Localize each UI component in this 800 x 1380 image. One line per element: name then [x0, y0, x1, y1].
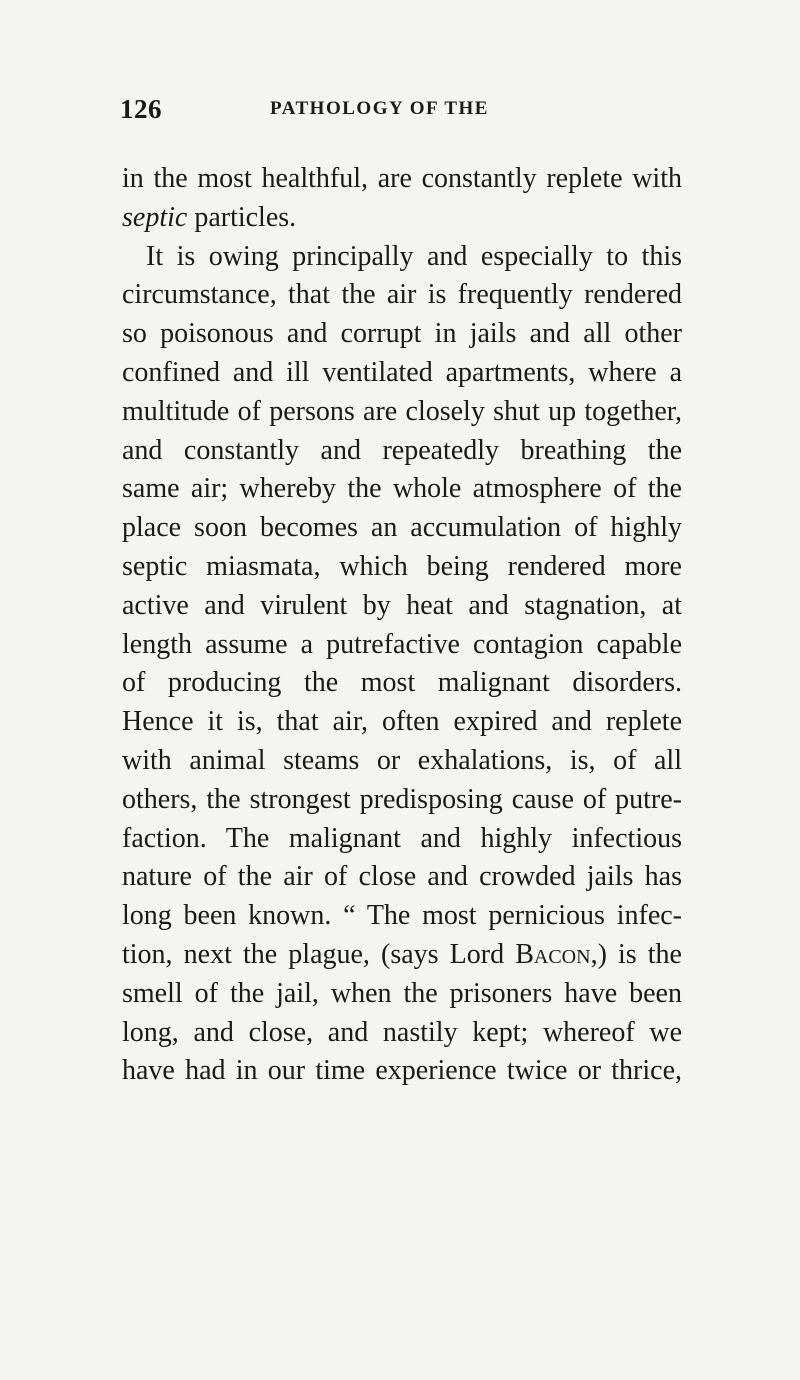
- text-line: faction. The malignant and highly infectious: [122, 822, 682, 854]
- text-fragment: ,) is the: [590, 938, 682, 970]
- text-line: same air; whereby the whole atmosphere of the: [122, 473, 682, 505]
- text-line: length assume a putrefactive contagion capable: [122, 628, 682, 660]
- text-line: with animal steams or exhalations, is, of all: [122, 744, 682, 776]
- text-fragment: tion, next the plague, (says Lord: [122, 938, 516, 970]
- body-text: [122, 160, 682, 1091]
- text-line: septic miasmata, which being rendered more: [122, 550, 682, 582]
- text-line: place soon becomes an accumulation of highly: [122, 512, 682, 544]
- text-line: so poisonous and corrupt in jails and all other: [122, 318, 682, 350]
- text-line: others, the strongest predisposing cause of putre-: [122, 783, 682, 815]
- author-name: Bacon: [515, 938, 591, 970]
- text-line: have had in our time experience twice or thrice,: [122, 1055, 682, 1087]
- text-line: and constantly and repeatedly breathing the: [122, 434, 682, 466]
- text-line: [122, 936, 682, 975]
- page-header: [120, 94, 680, 134]
- text-fragment: particles.: [187, 201, 297, 233]
- text-line: Hence it is, that air, often expired and replete: [122, 706, 682, 738]
- text-line: of producing the most malignant disorders.: [122, 667, 682, 699]
- text-line: circumstance, that the air is frequently rendered: [122, 279, 682, 311]
- text-line: multitude of persons are closely shut up together,: [122, 395, 682, 427]
- text-line: long, and close, and nastily kept; whereof we: [122, 1016, 682, 1048]
- text-line: confined and ill ventilated apartments, where a: [122, 356, 682, 388]
- text-line: in the most healthful, are constantly replete with: [122, 163, 682, 194]
- page-number: 126: [120, 94, 162, 124]
- running-head: PATHOLOGY OF THE: [270, 98, 489, 119]
- text-line: It is owing principally and especially to this: [146, 240, 682, 272]
- text-line: long been known. “ The most pernicious infec-: [122, 900, 682, 932]
- text-line: [122, 199, 682, 238]
- italic-word: septic: [122, 201, 188, 233]
- text-line: active and virulent by heat and stagnation, at: [122, 589, 682, 621]
- text-line: nature of the air of close and crowded jails has: [122, 861, 682, 893]
- text-line: smell of the jail, when the prisoners have been: [122, 977, 682, 1009]
